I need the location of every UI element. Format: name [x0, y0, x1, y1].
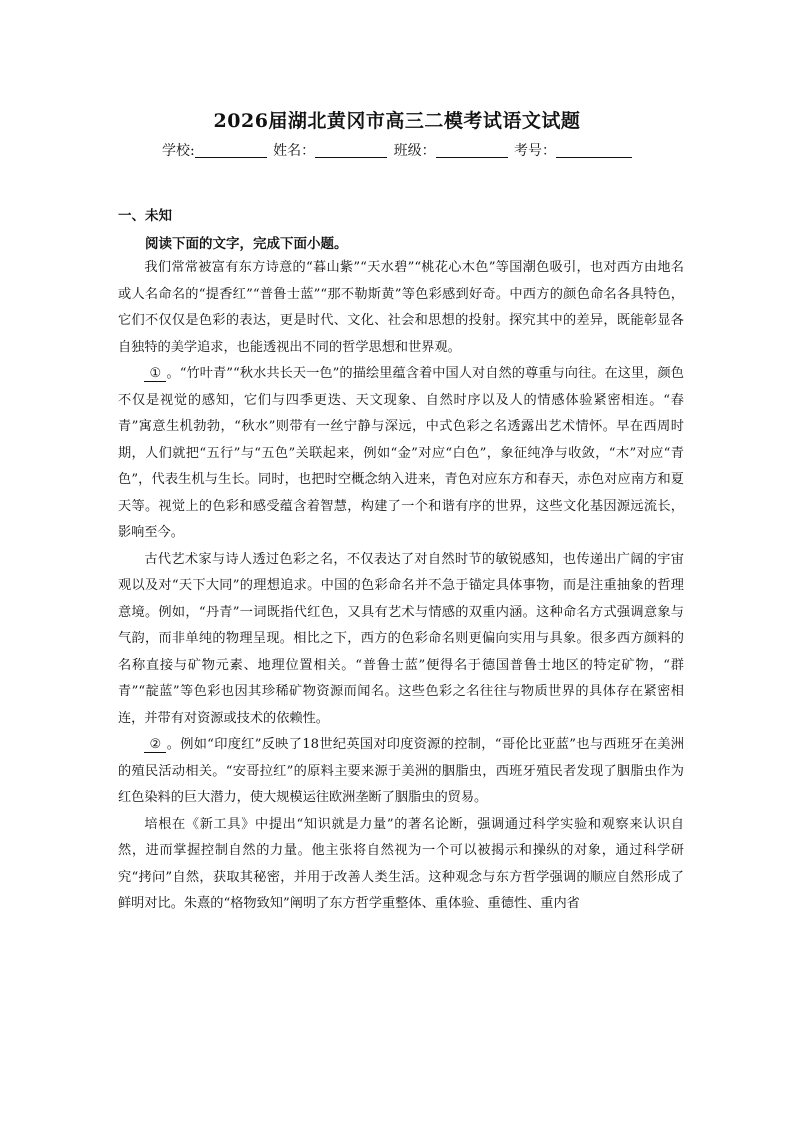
paragraph-text: 我们常常被富有东方诗意的“暮山紫”“天水碧”“桃花心木色”等国潮色吸引，也对西方由地名或人名命名的“提香红”“普鲁士蓝”“那不勒斯黄”等色彩感到好奇。中西方的颜色命名各具特色，它们不仅仅是色彩的表达，更是时代、文化、社会和思想的投射。探究其中的差异，既能彰显各自独特的美学追求，也能透视出不同的哲学思想和世界观。	[118, 260, 684, 355]
blank-marker-1: ①	[144, 366, 166, 382]
paragraph-text: 。“竹叶青”“秋水共长天一色”的描绘里蕴含着中国人对自然的尊重与向往。在这里，颜色不仅是视觉的感知，它们与四季更迭、天文现象、自然时序以及人的情感体验紧密相连。“春青”寓意生机勃勃，“秋水”则带有一丝宁静与深远，中式色彩之名透露出艺术情怀。早在西周时期，人们就把“五行”与“五色”关联起来，例如“金”对应“白色”，象征纯净与收敛，“木”对应“青色”，代表生机与生长。同时，也把时空概念纳入进来，青色对应东方和春天，赤色对应南方和夏天等。视觉上的色彩和感受蕴含着智慧，构建了一个和谐有序的世界，这些文化基因源远流长，影响至今。	[118, 366, 684, 540]
paragraph	[118, 361, 684, 547]
instruction-text: 阅读下面的文字，完成下面小题。	[145, 236, 348, 252]
student-info-line	[0, 140, 794, 160]
passage-body	[118, 255, 684, 918]
blank-marker-2: ②	[144, 737, 166, 753]
paragraph	[118, 547, 684, 733]
paragraph	[118, 255, 684, 361]
exam-number-blank[interactable]	[556, 143, 632, 158]
section-heading: 一、未知	[118, 208, 172, 224]
page-title: 2026届湖北黄冈市高三二模考试语文试题	[213, 110, 581, 132]
class-blank[interactable]	[436, 143, 508, 158]
school-label: 学校:	[161, 143, 195, 159]
exam-number-label: 考号：	[514, 143, 557, 159]
paragraph-text: 古代艺术家与诗人透过色彩之名，不仅表达了对自然时节的敏锐感知，也传递出广阔的宇宙观以及对“天下大同”的理想追求。中国的色彩命名并不急于锚定具体事物，而是注重抽象的哲理意境。例如，“丹青”一词既指代红色，又具有艺术与情感的双重内涵。这种命名方式强调意象与气韵，而非单纯的物理呈现。相比之下，西方的色彩命名则更偏向实用与具象。很多西方颜料的名称直接与矿物元素、地理位置相关。“普鲁士蓝”便得名于德国普鲁士地区的特定矿物，“群青”“靛蓝”等色彩也因其珍稀矿物资源而闻名。这些色彩之名往往与物质世界的具体存在紧密相连，并带有对资源或技术的依赖性。	[118, 551, 684, 726]
name-blank[interactable]	[315, 143, 387, 158]
paragraph-text: 。例如“印度红”反映了18世纪英国对印度资源的控制，“哥伦比亚蓝”也与西班牙在美洲的殖民活动相关。“安哥拉红”的原料主要来源于美洲的胭脂虫，西班牙殖民者发现了胭脂虫作为红色染料的巨大潜力，使大规模运往欧洲垄断了胭脂虫的贸易。	[118, 737, 684, 805]
school-blank[interactable]	[195, 143, 267, 158]
paragraph-text: 培根在《新工具》中提出“知识就是力量”的著名论断，强调通过科学实验和观察来认识自然，进而掌握控制自然的力量。他主张将自然视为一个可以被揭示和操纵的对象，通过科学研究“拷问”自然，获取其秘密，并用于改善人类生活。这种观念与东方哲学强调的顺应自然形成了鲜明对比。朱熹的“格物致知”阐明了东方哲学重整体、重体验、重德性、重内省	[118, 816, 684, 911]
class-label: 班级：	[393, 143, 436, 159]
name-label: 姓名：	[273, 143, 316, 159]
paragraph	[118, 812, 684, 918]
paragraph	[118, 732, 684, 812]
